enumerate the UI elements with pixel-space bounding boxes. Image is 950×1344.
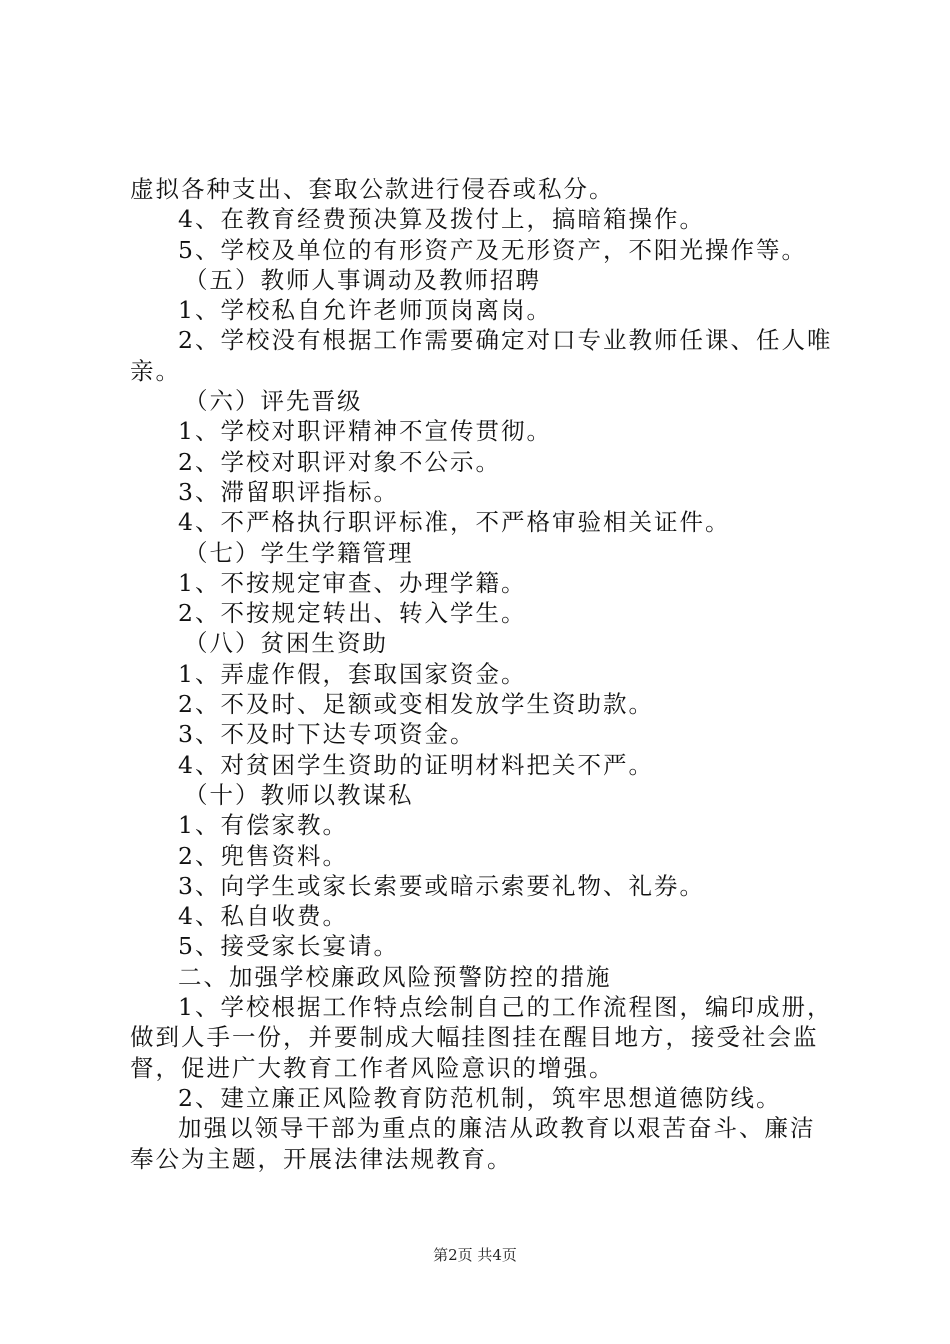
text-line: 5、学校及单位的有形资产及无形资产，不阳光操作等。 (178, 235, 807, 264)
text-line: （六）评先晋级 (184, 387, 363, 416)
text-line: 1、弄虚作假，套取国家资金。 (178, 659, 527, 688)
text-line: 2、兜售资料。 (178, 841, 348, 870)
text-line: 1、有偿家教。 (178, 811, 348, 840)
text-line: 4、不严格执行职评标准，不严格审验相关证件。 (178, 508, 731, 537)
text-line: 1、学校对职评精神不宣传贯彻。 (178, 417, 552, 446)
text-line: 4、对贫困学生资助的证明材料把关不严。 (178, 750, 654, 779)
text-line: 4、私自收费。 (178, 902, 348, 931)
text-line: 2、不按规定转出、转入学生。 (178, 599, 527, 628)
text-line: 2、学校对职评对象不公示。 (178, 447, 501, 476)
text-line: 3、不及时下达专项资金。 (178, 720, 476, 749)
text-line: 2、不及时、足额或变相发放学生资助款。 (178, 690, 654, 719)
text-line: 做到人手一份，并要制成大幅挂图挂在醒目地方，接受社会监 (130, 1023, 819, 1052)
text-line: 2、建立廉正风险教育防范机制，筑牢思想道德防线。 (178, 1083, 782, 1112)
text-line: 督，促进广大教育工作者风险意识的增强。 (130, 1053, 615, 1082)
text-line: （十）教师以教谋私 (184, 780, 414, 809)
text-line: （八）贫困生资助 (184, 629, 388, 658)
text-line: （五）教师人事调动及教师招聘 (184, 265, 541, 294)
text-line: 5、接受家长宴请。 (178, 932, 399, 961)
text-line: 2、学校没有根据工作需要确定对口专业教师任课、任人唯 (178, 326, 833, 355)
text-line: 1、学校私自允许老师顶岗离岗。 (178, 296, 552, 325)
text-line: （七）学生学籍管理 (184, 538, 414, 567)
text-line: 3、向学生或家长索要或暗示索要礼物、礼券。 (178, 871, 705, 900)
text-line: 1、不按规定审查、办理学籍。 (178, 568, 527, 597)
text-line: 4、在教育经费预决算及拨付上，搞暗箱操作。 (178, 205, 705, 234)
text-line: 1、学校根据工作特点绘制自己的工作流程图，编印成册， (178, 993, 833, 1022)
document-body (130, 174, 835, 1174)
text-line: 亲。 (130, 356, 181, 385)
text-line: 加强以领导干部为重点的廉洁从政教育以艰苦奋斗、廉洁 (178, 1114, 816, 1143)
text-line: 奉公为主题，开展法律法规教育。 (130, 1144, 513, 1173)
text-line: 虚拟各种支出、套取公款进行侵吞或私分。 (130, 175, 615, 203)
text-line: 3、滞留职评指标。 (178, 477, 399, 506)
text-line: 二、加强学校廉政风险预警防控的措施 (178, 962, 612, 991)
page-footer: 第2页 共4页 (433, 1246, 517, 1264)
